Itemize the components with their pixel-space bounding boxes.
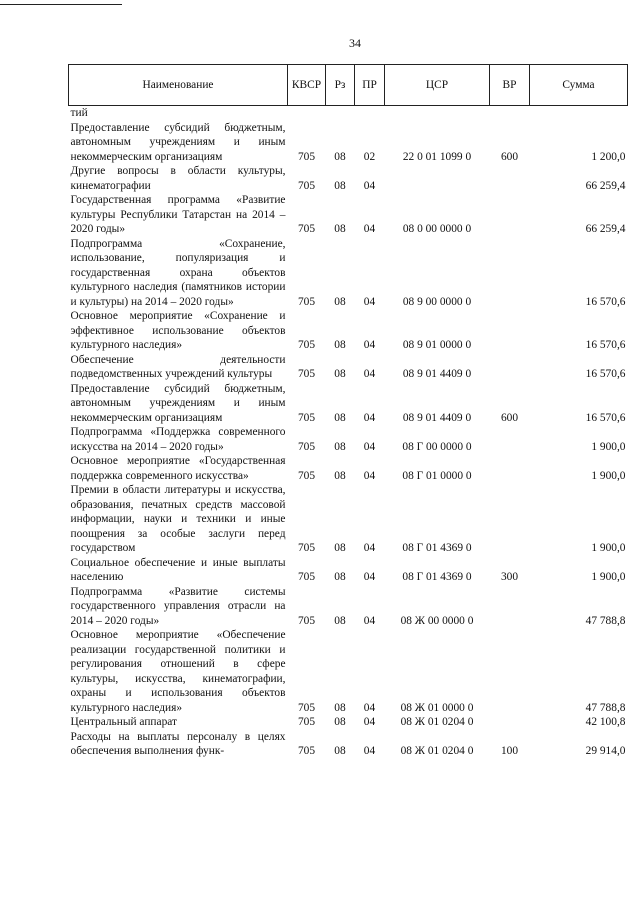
header-csr: ЦСР (385, 65, 490, 106)
cell-vr (490, 164, 530, 193)
cell-name: Предоставление субсидий бюджетным, автономным учреждениям и иным некоммерческим организациям (70, 382, 286, 424)
cell-kvsr: 705 (297, 745, 316, 757)
cell-sum: 1 900,0 (591, 469, 626, 482)
cell-pr: 04 (363, 295, 376, 308)
table-row (69, 353, 628, 382)
cell-sum: 66 259,4 (585, 179, 626, 192)
continuation-row (69, 106, 628, 121)
cell-csr: 08 Г 00 0000 0 (402, 440, 472, 453)
cell-vr (490, 585, 530, 629)
cell-csr: 08 Ж 00 0000 0 (400, 614, 474, 627)
cell-rz: 08 (334, 469, 346, 482)
table-row (69, 309, 628, 353)
table-row (69, 237, 628, 310)
cell-sum: 29 914,0 (585, 745, 626, 757)
table-row (69, 556, 628, 585)
header-rule (0, 4, 122, 5)
cell-kvsr: 705 (297, 339, 316, 351)
table-header-row (69, 65, 628, 106)
cell-sum: 47 788,8 (585, 614, 626, 627)
cell-rz: 08 (334, 571, 346, 583)
cell-csr: 22 0 01 1099 0 (402, 150, 472, 163)
cell-rz: 08 (334, 440, 346, 453)
cell-pr: 04 (363, 571, 376, 583)
cell-name: Обеспечение деятельности подведомственных учреждений культуры (70, 353, 286, 380)
cell-vr: 600 (500, 150, 519, 163)
table-row (69, 193, 628, 237)
cell-csr (385, 164, 490, 193)
table-row (69, 730, 628, 759)
cell-sum: 1 900,0 (591, 440, 626, 453)
cell-sum: 16 570,6 (585, 411, 626, 424)
cell-vr (490, 715, 530, 730)
cell-pr: 04 (363, 368, 376, 380)
header-pr: ПР (355, 65, 385, 106)
cell-sum: 42 100,8 (585, 716, 626, 728)
cell-name: Социальное обеспечение и иные выплаты населению (70, 556, 286, 583)
cell-name: Государственная программа «Развитие культуры Республики Татарстан на 2014 – 2020 годы» (70, 194, 286, 235)
cell-rz: 08 (334, 179, 346, 192)
cell-vr (490, 425, 530, 454)
cell-csr: 08 Ж 01 0204 0 (400, 745, 474, 757)
header-name: Наименование (69, 65, 288, 106)
cell-rz: 08 (334, 542, 346, 554)
cell-pr: 04 (363, 701, 376, 714)
cell-vr (490, 193, 530, 237)
cell-kvsr: 705 (297, 295, 316, 308)
cell-rz: 08 (334, 295, 346, 308)
cell-rz: 08 (334, 745, 346, 757)
cell-rz: 08 (334, 411, 346, 424)
cell-pr: 04 (363, 716, 376, 728)
cell-name: Предоставление субсидий бюджетным, автономным учреждениям и иным некоммерческим организациям (70, 121, 286, 163)
cell-name: Подпрограмма «Развитие системы государственного управления отрасли на 2014 – 2020 годы» (70, 585, 286, 627)
cell-rz: 08 (334, 150, 346, 163)
cell-pr: 04 (363, 614, 376, 627)
cell-kvsr: 705 (297, 411, 316, 424)
cell-csr: 08 9 01 0000 0 (402, 339, 472, 351)
cell-csr: 08 Г 01 4369 0 (402, 542, 472, 554)
cell-csr: 08 0 00 0000 0 (402, 223, 472, 235)
table-row (69, 382, 628, 426)
cell-vr (490, 353, 530, 382)
table-row (69, 454, 628, 483)
cell-kvsr: 705 (297, 150, 316, 163)
cell-kvsr: 705 (297, 542, 316, 554)
cell-rz: 08 (334, 614, 346, 627)
cell-name: Премии в области литературы и искусства, образования, печатных средств массовой информации, науки и техники и иные поощрения за особые заслуги перед государством (70, 484, 286, 554)
cell-csr: 08 Ж 01 0204 0 (400, 716, 474, 728)
header-rz: Рз (326, 65, 355, 106)
cell-sum: 16 570,6 (585, 368, 626, 380)
cell-csr: 08 9 01 4409 0 (402, 411, 472, 424)
table-row (69, 585, 628, 629)
cell-csr: 08 9 00 0000 0 (402, 295, 472, 308)
cell-pr: 04 (363, 542, 376, 554)
header-kvsr: КВСР (288, 65, 326, 106)
cell-pr: 04 (363, 339, 376, 351)
cell-name: Расходы на выплаты персоналу в целях обеспечения выполнения функ- (70, 730, 286, 757)
cell-kvsr: 705 (297, 614, 316, 627)
table-row (69, 425, 628, 454)
cell-pr: 04 (363, 179, 376, 192)
cell-sum: 16 570,6 (585, 295, 626, 308)
cell-name: Подпрограмма «Поддержка современного искусства на 2014 – 2020 годы» (70, 426, 286, 453)
cell-csr: 08 9 01 4409 0 (402, 368, 472, 380)
cell-name: Подпрограмма «Сохранение, использование, популяризация и государственная охрана объектов культурного наследия (памятников истории и культуры) на 2014 – 2020 годы» (70, 237, 286, 308)
cell-csr: 08 Г 01 0000 0 (402, 469, 472, 482)
cell-sum: 1 900,0 (591, 542, 626, 554)
cell-name: Основное мероприятие «Сохранение и эффективное использование объектов культурного наследия» (70, 310, 286, 351)
header-sum: Сумма (530, 65, 628, 106)
cell-name: Другие вопросы в области культуры, кинематографии (70, 165, 286, 192)
cell-vr (490, 309, 530, 353)
cell-pr: 04 (363, 411, 376, 424)
cell-rz: 08 (334, 716, 346, 728)
cell-vr: 600 (500, 411, 519, 424)
budget-sheet (68, 64, 627, 759)
cell-name: Основное мероприятие «Обеспечение реализации государственной политики и регулирования отношений в сфере культуры, искусства, кинематографии, охраны и использования объектов культурного наследия» (70, 629, 286, 714)
header-vr: ВР (490, 65, 530, 106)
cell-kvsr: 705 (297, 179, 316, 192)
cell-kvsr: 705 (297, 571, 316, 583)
cell-kvsr: 705 (297, 701, 316, 714)
cell-vr (490, 483, 530, 556)
cell-csr: 08 Ж 01 0000 0 (400, 701, 474, 714)
cell-name: Основное мероприятие «Государственная поддержка современного искусства» (70, 455, 286, 482)
cell-vr: 100 (500, 745, 519, 757)
cell-sum: 16 570,6 (585, 339, 626, 351)
cell-pr: 04 (363, 745, 376, 757)
cell-sum: 47 788,8 (585, 701, 626, 714)
cell-pr: 04 (363, 223, 376, 235)
budget-table (68, 64, 628, 759)
table-row (69, 483, 628, 556)
cell-name: Центральный аппарат (70, 716, 178, 728)
cell-vr (490, 628, 530, 715)
cell-csr: 08 Г 01 4369 0 (402, 571, 472, 583)
cell-rz: 08 (334, 368, 346, 380)
cell-rz: 08 (334, 701, 346, 714)
cell-sum: 1 200,0 (591, 150, 626, 163)
cell-kvsr: 705 (297, 440, 316, 453)
cell-kvsr: 705 (297, 469, 316, 482)
table-row (69, 715, 628, 730)
cell-rz: 08 (334, 223, 346, 235)
cell-pr: 04 (363, 469, 376, 482)
cell-vr (490, 454, 530, 483)
cell-rz: 08 (334, 339, 346, 351)
table-row (69, 628, 628, 715)
table-row (69, 164, 628, 193)
cell-sum: 66 259,4 (585, 223, 626, 235)
cell-pr: 04 (363, 440, 376, 453)
cell-kvsr: 705 (297, 223, 316, 235)
cell-kvsr: 705 (297, 716, 316, 728)
table-row (69, 121, 628, 165)
cell-kvsr: 705 (297, 368, 316, 380)
cell-vr (490, 237, 530, 310)
cell-vr: 300 (500, 571, 519, 583)
cell-pr: 02 (363, 150, 376, 163)
continuation-text: тий (70, 107, 88, 119)
cell-sum: 1 900,0 (591, 571, 626, 583)
page-number: 34 (349, 36, 361, 50)
